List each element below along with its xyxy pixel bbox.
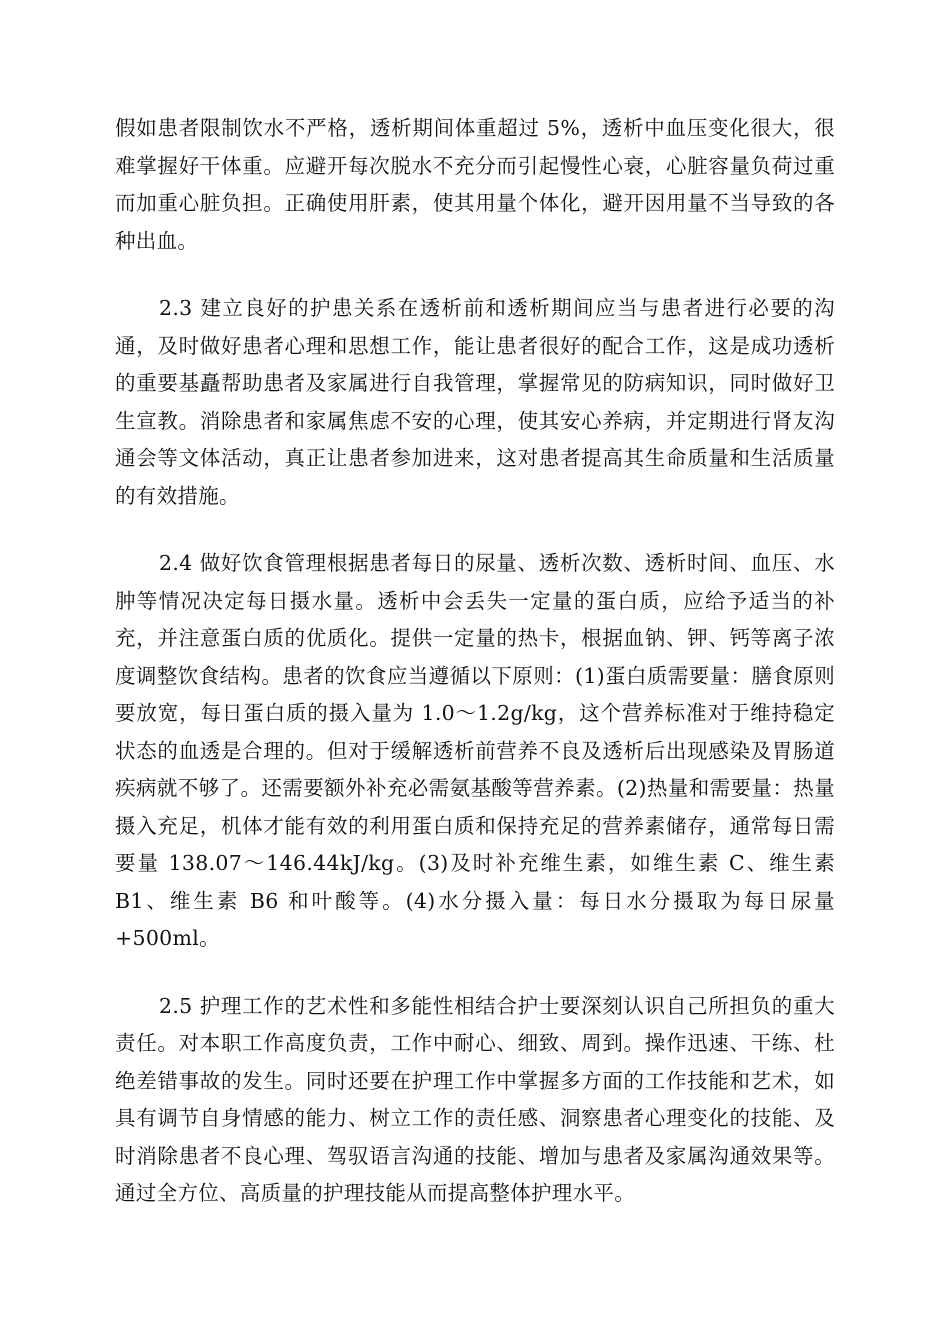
paragraph-section-2-4: 2.4 做好饮食管理根据患者每日的尿量、透析次数、透析时间、血压、水肿等情况决定每日摄水量。透析中会丢失一定量的蛋白质，应给予适当的补充，并注意蛋白质的优质化。提供一定量的热卡，根据血钠、钾、钙等离子浓度调整饮食结构。患者的饮食应当遵循以下原则：(1)蛋白质需要量：膳食原则要放宽，每日蛋白质的摄入量为 1.0～1.2g/kg，这个营养标准对于维持稳定状态的血透是合理的。但对于缓解透析前营养不良及透析后出现感染及胃肠道疾病就不够了。还需要额外补充必需氨基酸等营养素。(2)热量和需要量：热量摄入充足，机体才能有效的利用蛋白质和保持充足的营养素储存，通常每日需要量 138.07～146.44kJ/kg。(3)及时补充维生素，如维生素 C、维生素 B1、维生素 B6 和叶酸等。(4)水分摄入量：每日水分摄取为每日尿量+500ml。 bbox=[115, 551, 835, 950]
paragraph-section-2-5: 2.5 护理工作的艺术性和多能性相结合护士要深刻认识自己所担负的重大责任。对本职工作高度负责，工作中耐心、细致、周到。操作迅速、干练、杜绝差错事故的发生。同时还要在护理工作中掌握多方面的工作技能和艺术，如具有调节自身情感的能力、树立工作的责任感、洞察患者心理变化的技能、及时消除患者不良心理、驾驭语言沟通的技能、增加与患者及家属沟通效果等。通过全方位、高质量的护理技能从而提高整体护理水平。 bbox=[115, 993, 835, 1205]
paragraph-section-2-3: 2.3 建立良好的护患关系在透析前和透析期间应当与患者进行必要的沟通，及时做好患者心理和思想工作，能让患者很好的配合工作，这是成功透析的重要基矗帮助患者及家属进行自我管理，掌握常见的防病知识，同时做好卫生宣教。消除患者和家属焦虑不安的心理，使其安心养病，并定期进行肾友沟通会等文体活动，真正让患者参加进来，这对患者提高其生命质量和生活质量的有效措施。 bbox=[115, 296, 835, 508]
document-body bbox=[115, 110, 835, 1213]
paragraph-dialysis-weight: 假如患者限制饮水不严格，透析期间体重超过 5%，透析中血压变化很大，很难掌握好干体重。应避开每次脱水不充分而引起慢性心衰，心脏容量负荷过重而加重心脏负担。正确使用肝素，使其用量个体化，避开因用量不当导致的各种出血。 bbox=[115, 116, 835, 253]
